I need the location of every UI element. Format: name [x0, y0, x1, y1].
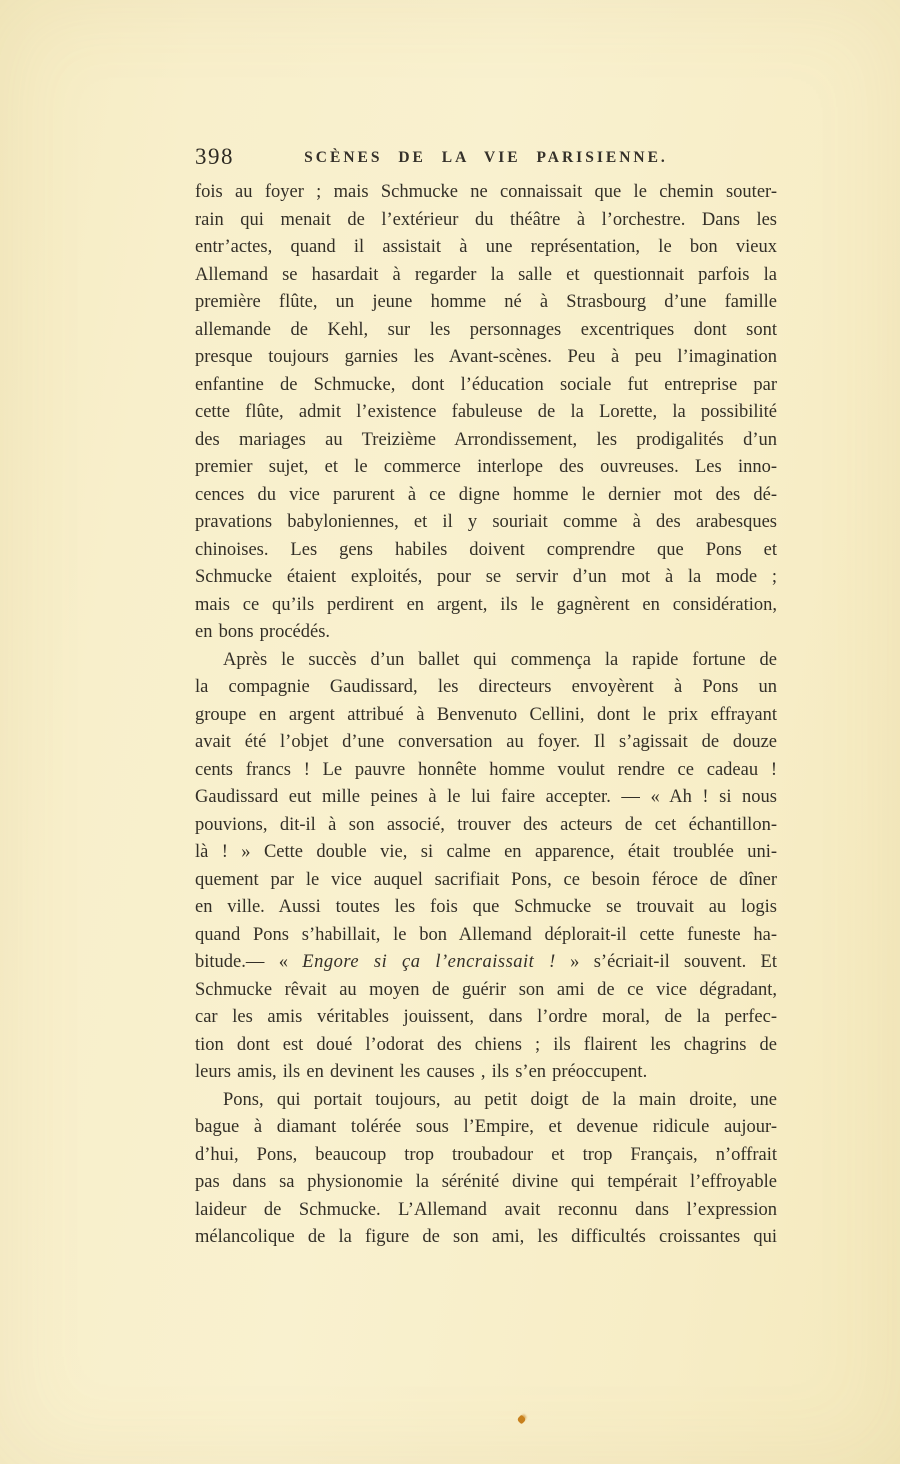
text-line: des mariages au Treizième Arrondissement, les prodigalités d’un — [195, 429, 777, 450]
foxing-mark-icon — [517, 1414, 526, 1426]
text-line: Après le succès d’un ballet qui commença la rapide fortune de — [223, 649, 777, 670]
text-line: pouvions, dit-il à son associé, trouver des acteurs de cet échantillon- — [195, 814, 777, 835]
text-line: rain qui menait de l’extérieur du théâtre à l’orchestre. Dans les — [195, 209, 777, 230]
text-line: Allemand se hasardait à regarder la salle et questionnait parfois la — [195, 264, 777, 285]
text-line: allemande de Kehl, sur les personnages excentriques dont sont — [195, 319, 777, 340]
text-line: Pons, qui portait toujours, au petit doigt de la main droite, une — [223, 1089, 777, 1110]
text-line: Schmucke étaient exploités, pour se servir d’un mot à la mode ; — [195, 567, 777, 587]
text-line: presque toujours garnies les Avant-scènes. Peu à peu l’imagination — [195, 347, 777, 367]
text-line: premier sujet, et le commerce interlope des ouvreuses. Les inno- — [195, 457, 777, 477]
text-line: avait été l’objet d’une conversation au foyer. Il s’agissait de douze — [195, 732, 777, 752]
text-line: car les amis véritables jouissent, dans l’ordre moral, de la perfec- — [195, 1007, 777, 1027]
text-line: Gaudissard eut mille peines à le lui faire accepter. — « Ah ! si nous — [195, 787, 777, 807]
text-line: groupe en argent attribué à Benvenuto Cellini, dont le prix effrayant — [195, 704, 777, 725]
body-text — [195, 179, 777, 1252]
text-line: d’hui, Pons, beaucoup trop troubadour et trop Français, n’offrait — [195, 1144, 777, 1165]
text-line: cences du vice parurent à ce digne homme le dernier mot des dé- — [195, 484, 777, 505]
text-line: pravations babyloniennes, et il y souriait comme à des arabesques — [195, 512, 777, 532]
text-line: bague à diamant tolérée sous l’Empire, et devenue ridicule aujour- — [195, 1117, 777, 1137]
text-line: la compagnie Gaudissard, les directeurs envoyèrent à Pons un — [195, 677, 777, 697]
text-line: Schmucke rêvait au moyen de guérir son ami de ce vice dégradant, — [195, 979, 777, 1000]
text-line: quand Pons s’habillait, le bon Allemand déplorait-il cette funeste ha- — [195, 924, 777, 945]
text-line: cents francs ! Le pauvre honnête homme voulut rendre ce cadeau ! — [195, 759, 777, 780]
text-line: entr’actes, quand il assistait à une représentation, le bon vieux — [195, 237, 777, 257]
text-line: cette flûte, admit l’existence fabuleuse de la Lorette, la possibilité — [195, 402, 777, 422]
text-line: en ville. Aussi toutes les fois que Schmucke se trouvait au logis — [195, 897, 777, 917]
text-line: première flûte, un jeune homme né à Strasbourg d’une famille — [195, 292, 777, 312]
text-line: mais ce qu’ils perdirent en argent, ils le gagnèrent en considération, — [195, 594, 777, 615]
text-line: leurs amis, ils en devinent les causes , ils s’en préoccupent. — [195, 1062, 648, 1082]
page-number: 398 — [195, 144, 234, 169]
text-line: tion dont est doué l’odorat des chiens ; ils flairent les chagrins de — [195, 1034, 777, 1055]
running-title: SCÈNES DE LA VIE PARISIENNE. — [304, 149, 668, 166]
text-line: quement par le vice auquel sacrifiait Pons, ce besoin féroce de dîner — [195, 869, 777, 890]
text-line: fois au foyer ; mais Schmucke ne connaissait que le chemin souter- — [195, 182, 777, 202]
text-line: là ! » Cette double vie, si calme en apparence, était troublée uni- — [195, 842, 777, 862]
text-line: pas dans sa physionomie la sérénité divine qui tempérait l’effroyable — [195, 1172, 777, 1192]
text-line: enfantine de Schmucke, dont l’éducation sociale fut entreprise par — [195, 374, 777, 395]
text-line: bitude.— « Engore si ça l’encraissait ! » s’écriait-il souvent. Et — [195, 952, 777, 972]
page-header — [195, 144, 777, 178]
text-line: mélancolique de la figure de son ami, les difficultés croissantes qui — [195, 1227, 777, 1247]
text-line: en bons procédés. — [195, 622, 331, 642]
text-line: chinoises. Les gens habiles doivent comprendre que Pons et — [195, 539, 777, 560]
text-line: laideur de Schmucke. L’Allemand avait reconnu dans l’expression — [195, 1199, 777, 1220]
